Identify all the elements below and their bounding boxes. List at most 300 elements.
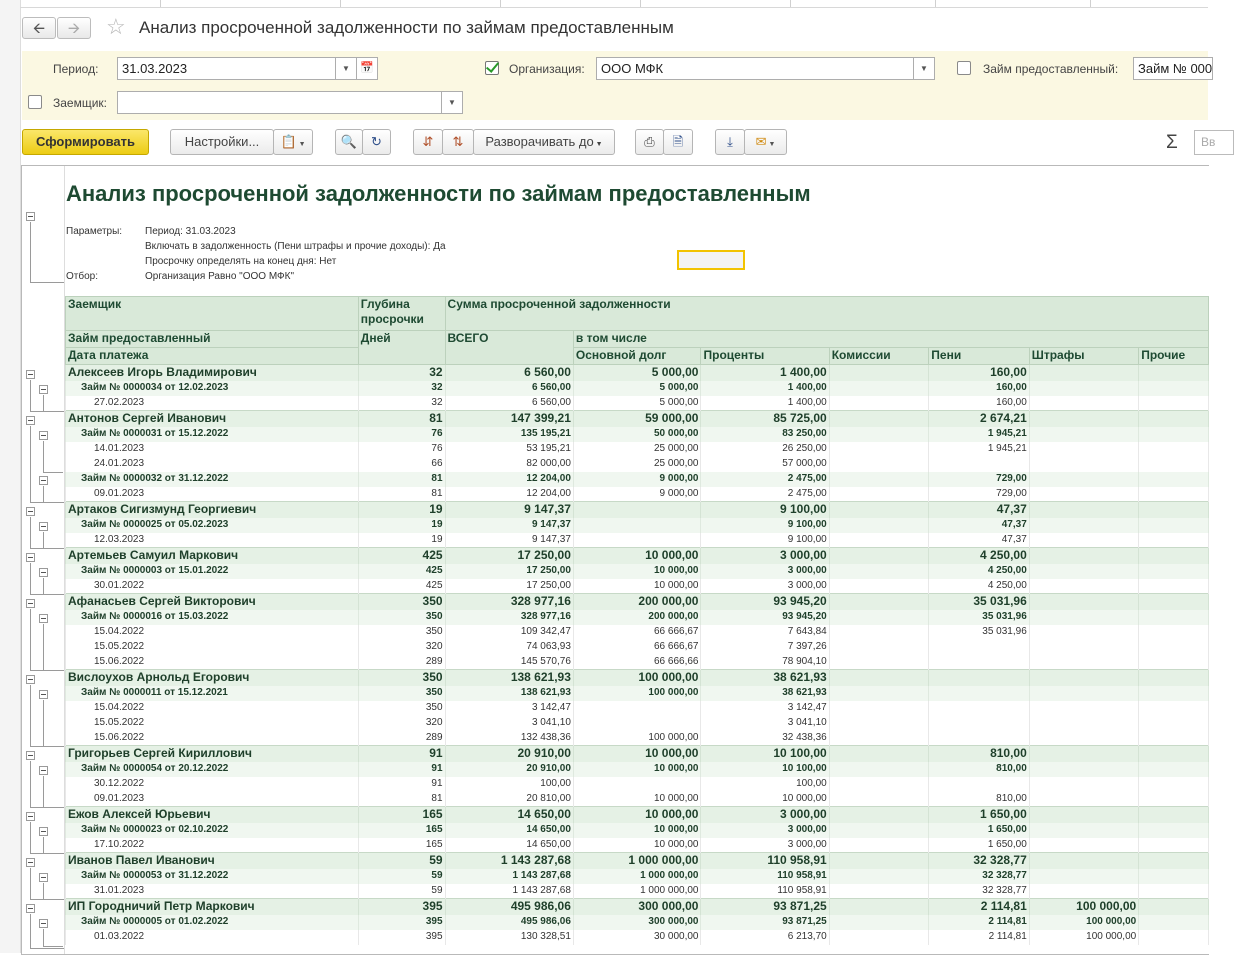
- borrower-row[interactable]: [66, 411, 1209, 427]
- principal-cell: 25 000,00: [573, 442, 701, 457]
- fines-cell: [1029, 823, 1138, 838]
- principal-cell: [573, 502, 701, 518]
- total-cell: 109 342,47: [445, 625, 573, 640]
- principal-cell: 50 000,00: [573, 427, 701, 442]
- commission-cell: [829, 610, 929, 625]
- organization-dropdown-button[interactable]: [913, 57, 935, 80]
- loan-row[interactable]: [66, 610, 1209, 625]
- header-including: в том числе: [573, 331, 1208, 348]
- group-line: [43, 946, 63, 947]
- borrower-row[interactable]: [66, 807, 1209, 823]
- interest-cell: 57 000,00: [701, 457, 829, 472]
- report-table: [65, 296, 1209, 945]
- interest-cell: 10 100,00: [701, 762, 829, 777]
- payment-row[interactable]: [66, 533, 1209, 548]
- header-fines: Штрафы: [1029, 348, 1138, 365]
- total-cell: 12 204,00: [445, 487, 573, 502]
- payment-row[interactable]: [66, 396, 1209, 411]
- star-icon[interactable]: ☆: [106, 14, 126, 39]
- search-icon: 🔍: [340, 134, 358, 149]
- collapse-group-icon[interactable]: [26, 507, 35, 516]
- sum-icon[interactable]: Σ: [1166, 132, 1178, 153]
- total-cell: 82 000,00: [445, 457, 573, 472]
- fines-cell: [1029, 457, 1138, 472]
- collapse-group-icon[interactable]: [39, 476, 48, 485]
- loan-row[interactable]: [66, 686, 1209, 701]
- other-cell: [1139, 853, 1209, 869]
- collapse-all-button[interactable]: [413, 129, 443, 155]
- borrower-row[interactable]: [66, 853, 1209, 869]
- row-name: Ежов Алексей Юрьевич: [66, 807, 359, 823]
- total-cell: 138 621,93: [445, 686, 573, 701]
- total-cell: 20 810,00: [445, 792, 573, 807]
- group-line: [43, 883, 44, 899]
- report-title: Анализ просроченной задолженности по займам предоставленным: [66, 181, 811, 206]
- group-line: [30, 807, 64, 808]
- total-cell: 130 328,51: [445, 930, 573, 945]
- period-dropdown-button[interactable]: [335, 57, 357, 80]
- loan-row[interactable]: [66, 823, 1209, 838]
- fines-cell: [1029, 731, 1138, 746]
- header-principal: Основной долг: [573, 348, 701, 365]
- loan-row[interactable]: [66, 381, 1209, 396]
- search-input[interactable]: Вв: [1194, 130, 1234, 155]
- days-cell: 425: [358, 548, 445, 564]
- loan-row[interactable]: [66, 427, 1209, 442]
- interest-cell: 1 400,00: [701, 365, 829, 381]
- payment-row[interactable]: [66, 655, 1209, 670]
- group-line: [30, 594, 64, 595]
- loan-row[interactable]: [66, 915, 1209, 930]
- penalty-cell: [929, 686, 1029, 701]
- days-cell: 91: [358, 762, 445, 777]
- group-line: [30, 426, 31, 502]
- fines-cell: [1029, 777, 1138, 792]
- principal-cell: 9 000,00: [573, 472, 701, 487]
- loan-row[interactable]: [66, 869, 1209, 884]
- loan-label: Займ предоставленный:: [983, 62, 1119, 76]
- collapse-group-icon[interactable]: [39, 431, 48, 440]
- row-name: Займ № 0000032 от 31.12.2022: [66, 472, 359, 487]
- collapse-group-icon[interactable]: [39, 614, 48, 623]
- days-cell: 350: [358, 670, 445, 686]
- collapse-group-icon[interactable]: [26, 416, 35, 425]
- interest-cell: 1 400,00: [701, 381, 829, 396]
- principal-cell: [573, 533, 701, 548]
- other-cell: [1139, 579, 1209, 594]
- loan-row[interactable]: [66, 762, 1209, 777]
- principal-cell: 10 000,00: [573, 792, 701, 807]
- principal-cell: 1 000 000,00: [573, 853, 701, 869]
- other-cell: [1139, 701, 1209, 716]
- commission-cell: [829, 564, 929, 579]
- total-cell: 17 250,00: [445, 548, 573, 564]
- download-icon: ⤓: [727, 134, 733, 149]
- payment-row[interactable]: [66, 716, 1209, 731]
- total-cell: 100,00: [445, 777, 573, 792]
- fines-cell: 100 000,00: [1029, 915, 1138, 930]
- commission-cell: [829, 427, 929, 442]
- principal-cell: 5 000,00: [573, 396, 701, 411]
- selected-cell[interactable]: [677, 250, 745, 270]
- window-title: Анализ просроченной задолженности по займам предоставленным: [139, 18, 674, 37]
- penalty-cell: 32 328,77: [929, 869, 1029, 884]
- payment-row[interactable]: [66, 777, 1209, 792]
- payment-row[interactable]: [66, 579, 1209, 594]
- days-cell: 350: [358, 625, 445, 640]
- collapse-group-icon[interactable]: [39, 522, 48, 531]
- total-cell: 9 147,37: [445, 518, 573, 533]
- fines-cell: [1029, 502, 1138, 518]
- commission-cell: [829, 472, 929, 487]
- save-button[interactable]: [715, 129, 745, 155]
- days-cell: 81: [358, 472, 445, 487]
- row-name: 30.12.2022: [66, 777, 359, 792]
- penalty-cell: [929, 731, 1029, 746]
- other-cell: [1139, 381, 1209, 396]
- collapse-group-icon[interactable]: [39, 385, 48, 394]
- total-cell: 495 986,06: [445, 915, 573, 930]
- days-cell: 66: [358, 457, 445, 472]
- filter-panel: [22, 51, 1213, 120]
- penalty-cell: 35 031,96: [929, 594, 1029, 610]
- collapse-group-icon[interactable]: [26, 599, 35, 608]
- principal-cell: 10 000,00: [573, 746, 701, 762]
- expand-tree-icon: ⇅: [452, 134, 464, 149]
- days-cell: 350: [358, 686, 445, 701]
- calendar-button[interactable]: [356, 57, 378, 80]
- arrow-right-icon: 🡪: [67, 20, 81, 37]
- fines-cell: [1029, 594, 1138, 610]
- penalty-cell: 4 250,00: [929, 564, 1029, 579]
- expand-all-button[interactable]: [442, 129, 474, 155]
- borrower-row[interactable]: [66, 365, 1209, 381]
- collapse-group-icon[interactable]: [26, 675, 35, 684]
- variants-button[interactable]: [273, 129, 313, 155]
- collapse-group-icon[interactable]: [26, 553, 35, 562]
- header-interest: Проценты: [701, 348, 829, 365]
- chevron-down-icon: ▼: [296, 141, 306, 148]
- days-cell: 76: [358, 442, 445, 457]
- group-line: [30, 380, 31, 411]
- collapse-group-icon[interactable]: [26, 370, 35, 379]
- collapse-header-group-icon[interactable]: [26, 212, 35, 221]
- borrower-row[interactable]: [66, 670, 1209, 686]
- interest-cell: 3 000,00: [701, 807, 829, 823]
- days-cell: 19: [358, 533, 445, 548]
- printer-icon: ⎙: [644, 134, 655, 149]
- other-cell: [1139, 640, 1209, 655]
- commission-cell: [829, 716, 929, 731]
- borrower-row[interactable]: [66, 746, 1209, 762]
- forward-button[interactable]: [57, 17, 91, 39]
- commission-cell: [829, 731, 929, 746]
- principal-cell: 10 000,00: [573, 762, 701, 777]
- interest-cell: 7 397,26: [701, 640, 829, 655]
- days-cell: 165: [358, 823, 445, 838]
- collapse-group-icon[interactable]: [26, 751, 35, 760]
- envelope-icon: ✉: [755, 134, 767, 149]
- chevron-down-icon: ▼: [342, 64, 350, 73]
- fines-cell: [1029, 610, 1138, 625]
- collapse-group-icon[interactable]: [39, 568, 48, 577]
- total-cell: 14 650,00: [445, 807, 573, 823]
- settings-button[interactable]: Настройки...: [170, 129, 274, 155]
- fines-cell: 100 000,00: [1029, 899, 1138, 915]
- days-cell: 81: [358, 792, 445, 807]
- borrower-input[interactable]: [117, 91, 442, 114]
- collapse-group-icon[interactable]: [26, 858, 35, 867]
- other-cell: [1139, 915, 1209, 930]
- row-name: 15.04.2022: [66, 701, 359, 716]
- total-cell: 9 147,37: [445, 533, 573, 548]
- loan-row[interactable]: [66, 564, 1209, 579]
- interest-cell: 3 142,47: [701, 701, 829, 716]
- principal-cell: 1 000 000,00: [573, 869, 701, 884]
- tabs-strip: [20, 0, 1208, 8]
- days-cell: 350: [358, 594, 445, 610]
- other-cell: [1139, 762, 1209, 777]
- days-cell: 320: [358, 640, 445, 655]
- principal-cell: [573, 518, 701, 533]
- days-cell: 395: [358, 915, 445, 930]
- row-name: 15.04.2022: [66, 625, 359, 640]
- row-name: Иванов Павел Иванович: [66, 853, 359, 869]
- borrower-row[interactable]: [66, 502, 1209, 518]
- days-cell: 165: [358, 807, 445, 823]
- find-button[interactable]: [335, 129, 363, 155]
- interest-cell: 93 871,25: [701, 899, 829, 915]
- commission-cell: [829, 396, 929, 411]
- total-cell: 3 041,10: [445, 716, 573, 731]
- group-line: [43, 700, 44, 746]
- borrower-row[interactable]: [66, 594, 1209, 610]
- commission-cell: [829, 579, 929, 594]
- other-cell: [1139, 899, 1209, 915]
- total-cell: 17 250,00: [445, 579, 573, 594]
- group-line: [30, 609, 31, 670]
- row-name: Артемьев Самуил Маркович: [66, 548, 359, 564]
- commission-cell: [829, 533, 929, 548]
- params-label: Параметры:: [66, 226, 123, 237]
- row-name: Антонов Сергей Иванович: [66, 411, 359, 427]
- clipboard-icon: 📋: [280, 134, 297, 149]
- row-name: Алексеев Игорь Владимирович: [66, 365, 359, 381]
- commission-cell: [829, 655, 929, 670]
- period-label: Период:: [53, 62, 99, 76]
- loan-input[interactable]: Займ № 000: [1133, 57, 1213, 80]
- commission-cell: [829, 701, 929, 716]
- payment-row[interactable]: [66, 487, 1209, 502]
- borrower-dropdown-button[interactable]: [441, 91, 463, 114]
- group-line: [43, 395, 44, 411]
- back-button[interactable]: [22, 17, 56, 39]
- principal-cell: 5 000,00: [573, 365, 701, 381]
- fines-cell: [1029, 487, 1138, 502]
- interest-cell: 9 100,00: [701, 502, 829, 518]
- group-line: [43, 929, 44, 946]
- commission-cell: [829, 487, 929, 502]
- penalty-cell: 4 250,00: [929, 548, 1029, 564]
- collapse-group-icon[interactable]: [39, 827, 48, 836]
- calendar-icon: 📅: [360, 62, 374, 74]
- organization-input[interactable]: ООО МФК: [596, 57, 914, 80]
- fines-cell: [1029, 746, 1138, 762]
- loan-row[interactable]: [66, 472, 1209, 487]
- penalty-cell: 1 650,00: [929, 838, 1029, 853]
- penalty-cell: 729,00: [929, 487, 1029, 502]
- principal-cell: 10 000,00: [573, 823, 701, 838]
- days-cell: 395: [358, 930, 445, 945]
- principal-cell: 200 000,00: [573, 594, 701, 610]
- payment-row[interactable]: [66, 792, 1209, 807]
- group-line: [30, 914, 31, 948]
- interest-cell: 7 643,84: [701, 625, 829, 640]
- header-total: ВСЕГО: [445, 331, 573, 365]
- other-cell: [1139, 930, 1209, 945]
- commission-cell: [829, 457, 929, 472]
- commission-cell: [829, 823, 929, 838]
- fines-cell: [1029, 472, 1138, 487]
- borrower-row[interactable]: [66, 548, 1209, 564]
- penalty-cell: [929, 670, 1029, 686]
- total-cell: 14 650,00: [445, 838, 573, 853]
- row-name: Займ № 0000053 от 31.12.2022: [66, 869, 359, 884]
- days-cell: 425: [358, 564, 445, 579]
- group-line: [30, 868, 31, 899]
- total-cell: 74 063,93: [445, 640, 573, 655]
- total-cell: 1 143 287,68: [445, 884, 573, 899]
- principal-cell: 100 000,00: [573, 731, 701, 746]
- principal-cell: 25 000,00: [573, 457, 701, 472]
- loan-row[interactable]: [66, 518, 1209, 533]
- penalty-cell: 2 114,81: [929, 915, 1029, 930]
- total-cell: 6 560,00: [445, 381, 573, 396]
- find-next-button[interactable]: [362, 129, 391, 155]
- payment-row[interactable]: [66, 457, 1209, 472]
- search-next-icon: ↻: [371, 134, 382, 149]
- collapse-group-icon[interactable]: [39, 919, 48, 928]
- organization-label: Организация:: [509, 62, 585, 76]
- payment-row[interactable]: [66, 640, 1209, 655]
- other-cell: [1139, 823, 1209, 838]
- payment-row[interactable]: [66, 625, 1209, 640]
- penalty-cell: 810,00: [929, 746, 1029, 762]
- window-header: [22, 12, 1208, 46]
- penalty-cell: 1 650,00: [929, 823, 1029, 838]
- commission-cell: [829, 838, 929, 853]
- payment-row[interactable]: [66, 701, 1209, 716]
- fines-cell: [1029, 762, 1138, 777]
- period-input[interactable]: 31.03.2023: [117, 57, 336, 80]
- interest-cell: 1 400,00: [701, 396, 829, 411]
- payment-row[interactable]: [66, 930, 1209, 945]
- param-line: Включать в задолженность (Пени штрафы и прочие доходы): Да: [145, 241, 446, 252]
- loan-checkbox[interactable]: [957, 61, 971, 75]
- header-overdue-sum: Сумма просроченной задолженности: [445, 297, 1208, 331]
- collapse-group-icon[interactable]: [39, 690, 48, 699]
- expand-to-dropdown[interactable]: [473, 129, 615, 155]
- total-cell: 20 910,00: [445, 762, 573, 777]
- row-name: 15.05.2022: [66, 716, 359, 731]
- generate-button[interactable]: Сформировать: [22, 129, 149, 155]
- penalty-cell: 2 114,81: [929, 930, 1029, 945]
- days-cell: 32: [358, 396, 445, 411]
- row-name: 27.02.2023: [66, 396, 359, 411]
- row-name: 15.06.2022: [66, 731, 359, 746]
- row-name: Займ № 0000003 от 15.01.2022: [66, 564, 359, 579]
- payment-row[interactable]: [66, 838, 1209, 853]
- borrower-row[interactable]: [66, 899, 1209, 915]
- fines-cell: [1029, 427, 1138, 442]
- expand-to-label: Разворачивать до: [485, 134, 594, 149]
- penalty-cell: 35 031,96: [929, 625, 1029, 640]
- penalty-cell: 1 945,21: [929, 427, 1029, 442]
- other-cell: [1139, 655, 1209, 670]
- days-cell: 81: [358, 487, 445, 502]
- interest-cell: 26 250,00: [701, 442, 829, 457]
- group-line: [30, 853, 64, 854]
- borrower-checkbox[interactable]: [28, 95, 42, 109]
- commission-cell: [829, 792, 929, 807]
- organization-checkbox[interactable]: [485, 61, 499, 75]
- penalty-cell: 160,00: [929, 381, 1029, 396]
- penalty-cell: [929, 777, 1029, 792]
- collapse-group-icon[interactable]: [26, 904, 35, 913]
- report-document[interactable]: [21, 165, 1209, 955]
- collapse-group-icon[interactable]: [39, 873, 48, 882]
- principal-cell: 300 000,00: [573, 899, 701, 915]
- payment-row[interactable]: [66, 884, 1209, 899]
- days-cell: 59: [358, 884, 445, 899]
- print-button[interactable]: [635, 129, 664, 155]
- collapse-group-icon[interactable]: [26, 812, 35, 821]
- row-name: Займ № 0000054 от 20.12.2022: [66, 762, 359, 777]
- total-cell: 14 650,00: [445, 823, 573, 838]
- group-line: [43, 441, 44, 472]
- penalty-cell: 160,00: [929, 365, 1029, 381]
- print-preview-button[interactable]: [663, 129, 693, 155]
- commission-cell: [829, 686, 929, 701]
- days-cell: 32: [358, 365, 445, 381]
- send-email-button[interactable]: [744, 129, 787, 155]
- row-name: Займ № 0000025 от 05.02.2023: [66, 518, 359, 533]
- commission-cell: [829, 670, 929, 686]
- fines-cell: [1029, 548, 1138, 564]
- commission-cell: [829, 502, 929, 518]
- principal-cell: 66 666,67: [573, 640, 701, 655]
- interest-cell: 2 475,00: [701, 487, 829, 502]
- collapse-group-icon[interactable]: [39, 766, 48, 775]
- other-cell: [1139, 502, 1209, 518]
- penalty-cell: 1 945,21: [929, 442, 1029, 457]
- principal-cell: [573, 777, 701, 792]
- days-cell: 320: [358, 716, 445, 731]
- header-depth: Глубина просрочки: [358, 297, 445, 331]
- payment-row[interactable]: [66, 731, 1209, 746]
- other-cell: [1139, 487, 1209, 502]
- principal-cell: 59 000,00: [573, 411, 701, 427]
- payment-row[interactable]: [66, 442, 1209, 457]
- principal-cell: 100 000,00: [573, 686, 701, 701]
- principal-cell: 10 000,00: [573, 838, 701, 853]
- fines-cell: [1029, 396, 1138, 411]
- row-name: 24.01.2023: [66, 457, 359, 472]
- fines-cell: [1029, 533, 1138, 548]
- row-name: ИП Городничий Петр Маркович: [66, 899, 359, 915]
- commission-cell: [829, 518, 929, 533]
- principal-cell: 100 000,00: [573, 670, 701, 686]
